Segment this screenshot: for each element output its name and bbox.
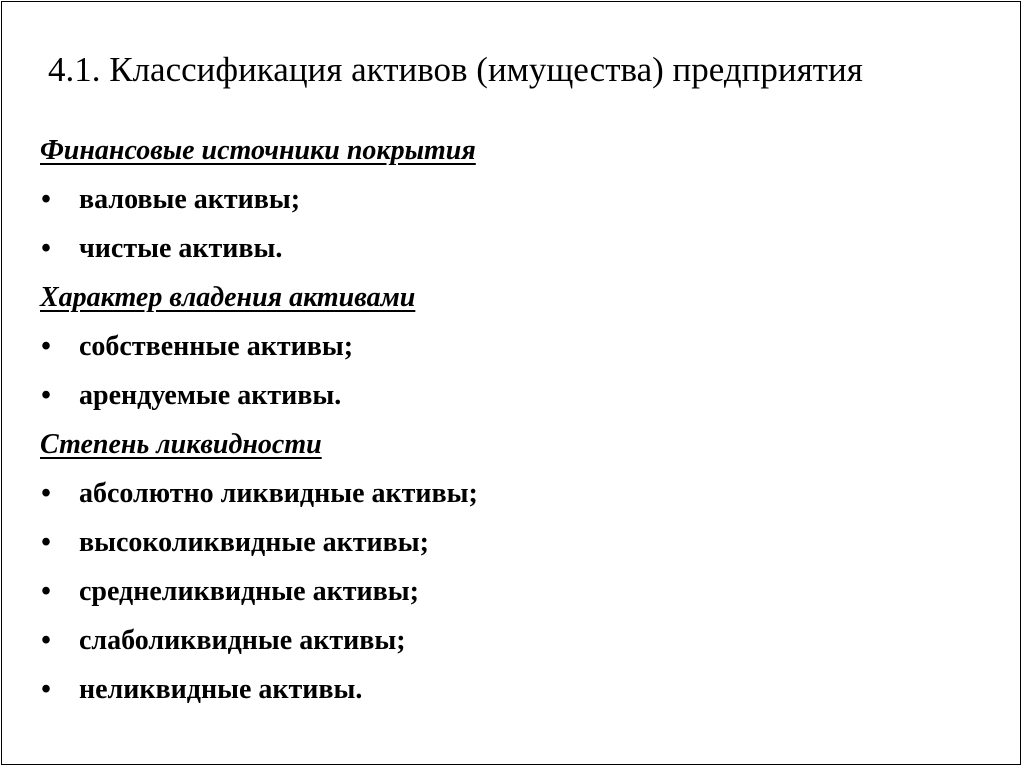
list-item	[40, 322, 478, 371]
list-item	[40, 616, 478, 665]
list-item	[40, 371, 478, 420]
list-item-label: слаболиквидные активы;	[79, 625, 406, 656]
list-item-label: собственные активы;	[79, 331, 354, 362]
bullet-icon: •	[41, 527, 51, 558]
slide-title: 4.1. Классификация активов (имущества) предприятия	[48, 50, 863, 89]
list-item	[40, 175, 478, 224]
list-item-label: чистые активы.	[79, 233, 283, 264]
list-item-label: среднеликвидные активы;	[79, 576, 419, 607]
slide-content	[40, 126, 478, 714]
bullet-icon: •	[41, 331, 51, 362]
list-item-label: неликвидные активы.	[79, 674, 363, 705]
bullet-icon: •	[41, 625, 51, 656]
bullet-icon: •	[41, 380, 51, 411]
bullet-icon: •	[41, 478, 51, 509]
bullet-icon: •	[41, 233, 51, 264]
list-item-label: арендуемые активы.	[79, 380, 342, 411]
section-heading-financial-sources: Финансовые источники покрытия	[40, 135, 476, 166]
slide	[1, 1, 1021, 765]
list-item-label: абсолютно ликвидные активы;	[79, 478, 478, 509]
list-item	[40, 567, 478, 616]
bullet-icon: •	[41, 576, 51, 607]
bullet-icon: •	[41, 674, 51, 705]
section-heading-ownership: Характер владения активами	[40, 282, 416, 313]
list-item	[40, 224, 478, 273]
list-item	[40, 665, 478, 714]
list-item-label: валовые активы;	[79, 184, 301, 215]
list-item-label: высоколиквидные активы;	[79, 527, 429, 558]
list-item	[40, 518, 478, 567]
bullet-icon: •	[41, 184, 51, 215]
list-item	[40, 469, 478, 518]
section-heading-liquidity: Степень ликвидности	[40, 429, 322, 460]
